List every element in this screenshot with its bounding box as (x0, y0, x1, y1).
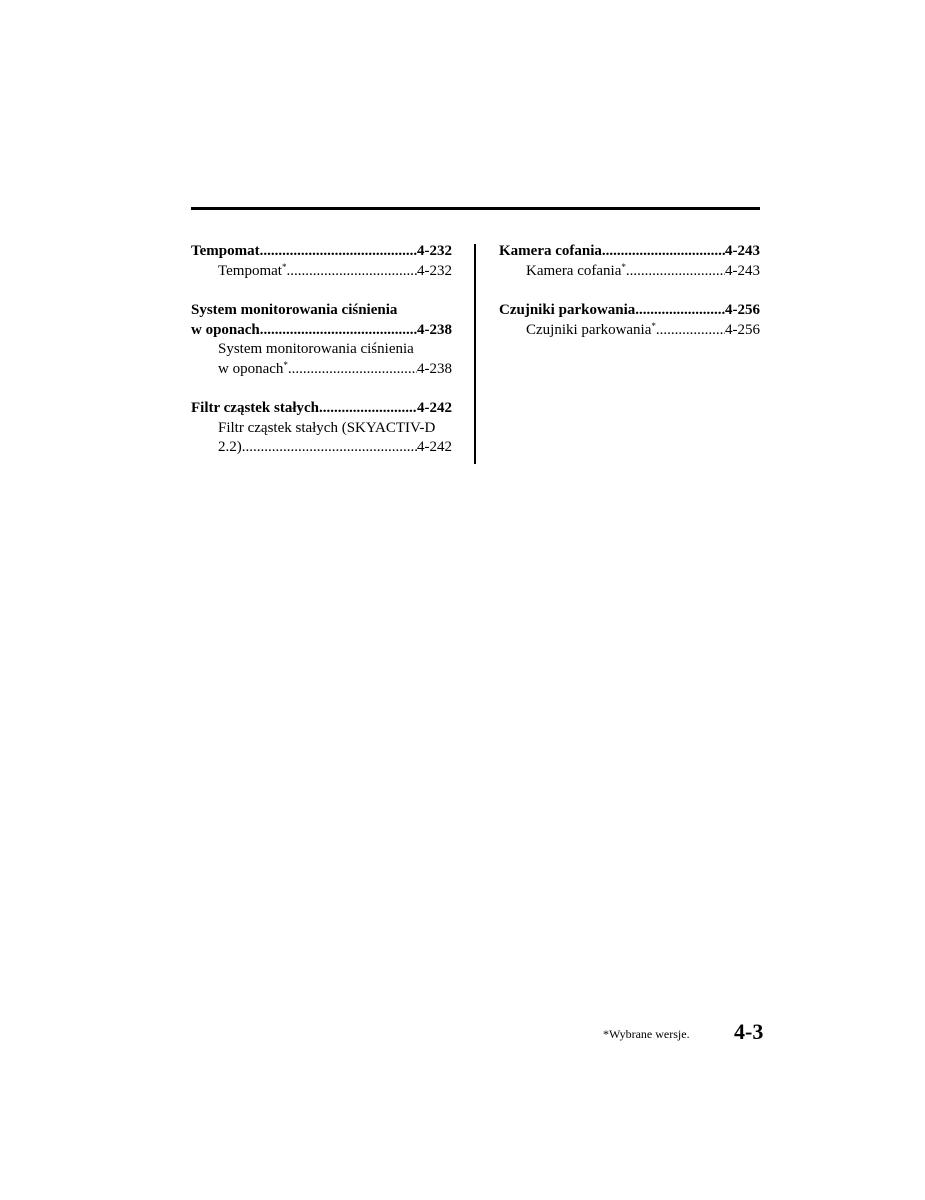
toc-entry-page: 4-242 (417, 439, 452, 455)
toc-entry-page: 4-243 (725, 262, 760, 279)
dot-leader (242, 438, 417, 458)
dot-leader (602, 242, 725, 262)
selected-versions-mark: * (283, 359, 288, 370)
toc-section-camera (499, 242, 760, 281)
toc-heading-title: Czujniki parkowania (499, 302, 636, 318)
toc-entry-line[interactable]: System monitorowania ciśnienia (218, 341, 414, 357)
toc-heading-title: w oponach (191, 321, 260, 338)
toc-section-tempomat (191, 242, 452, 281)
toc-heading[interactable] (499, 301, 760, 321)
toc-entry-page: 4-238 (417, 360, 452, 377)
dot-leader (260, 242, 417, 262)
selected-versions-mark: * (621, 261, 626, 272)
toc-heading-page: 4-242 (417, 400, 452, 416)
toc-heading-page: 4-256 (725, 302, 760, 318)
toc-entry-title: w oponach* (218, 359, 288, 377)
toc-entry-title: Kamera cofania* (526, 261, 626, 279)
toc-entry-page: 4-232 (417, 262, 452, 279)
dot-leader (286, 262, 417, 282)
toc-section-parking (499, 301, 760, 340)
dot-leader (656, 321, 725, 341)
toc-entry[interactable] (499, 262, 760, 282)
toc-heading-title: Tempomat (191, 243, 260, 259)
selected-versions-mark: * (281, 261, 287, 272)
toc-section-tpms (191, 301, 452, 379)
toc-entry-page: 4-256 (725, 321, 760, 338)
dot-leader (260, 321, 417, 341)
toc-entry[interactable] (191, 262, 452, 282)
dot-leader (319, 399, 417, 419)
footnote: *Wybrane wersje. (603, 1027, 690, 1041)
toc-heading[interactable] (191, 399, 452, 419)
toc-entry-title: Tempomat* (218, 261, 287, 279)
toc-heading[interactable] (499, 242, 760, 262)
dot-leader (626, 262, 725, 282)
toc-heading[interactable] (191, 321, 452, 341)
toc-heading-page: 4-238 (417, 321, 452, 338)
page-number: 4-3 (734, 1019, 764, 1044)
toc-heading-title: Filtr cząstek stałych (191, 400, 320, 416)
toc-heading-page: 4-232 (417, 243, 452, 259)
toc-entry[interactable] (499, 321, 760, 341)
toc-heading[interactable] (191, 242, 452, 262)
dot-leader (288, 360, 417, 380)
selected-versions-mark: * (651, 320, 656, 331)
toc-entry-line[interactable]: Filtr cząstek stałych (SKYACTIV-D (218, 419, 436, 436)
column-divider (474, 244, 476, 464)
toc-entry[interactable] (191, 438, 452, 458)
toc-heading-title: Kamera cofania (499, 243, 602, 259)
dot-leader (635, 301, 725, 321)
header-rule (191, 207, 760, 210)
toc-heading-line[interactable]: System monitorowania ciśnienia (191, 302, 398, 318)
toc-section-filter (191, 399, 452, 458)
toc-entry[interactable] (191, 360, 452, 380)
toc-entry-title: Czujniki parkowania* (526, 320, 656, 338)
toc-left-column (191, 242, 452, 478)
toc-heading-page: 4-243 (725, 243, 760, 259)
toc-right-column (499, 242, 760, 360)
toc-entry-title: 2.2) (218, 439, 242, 455)
